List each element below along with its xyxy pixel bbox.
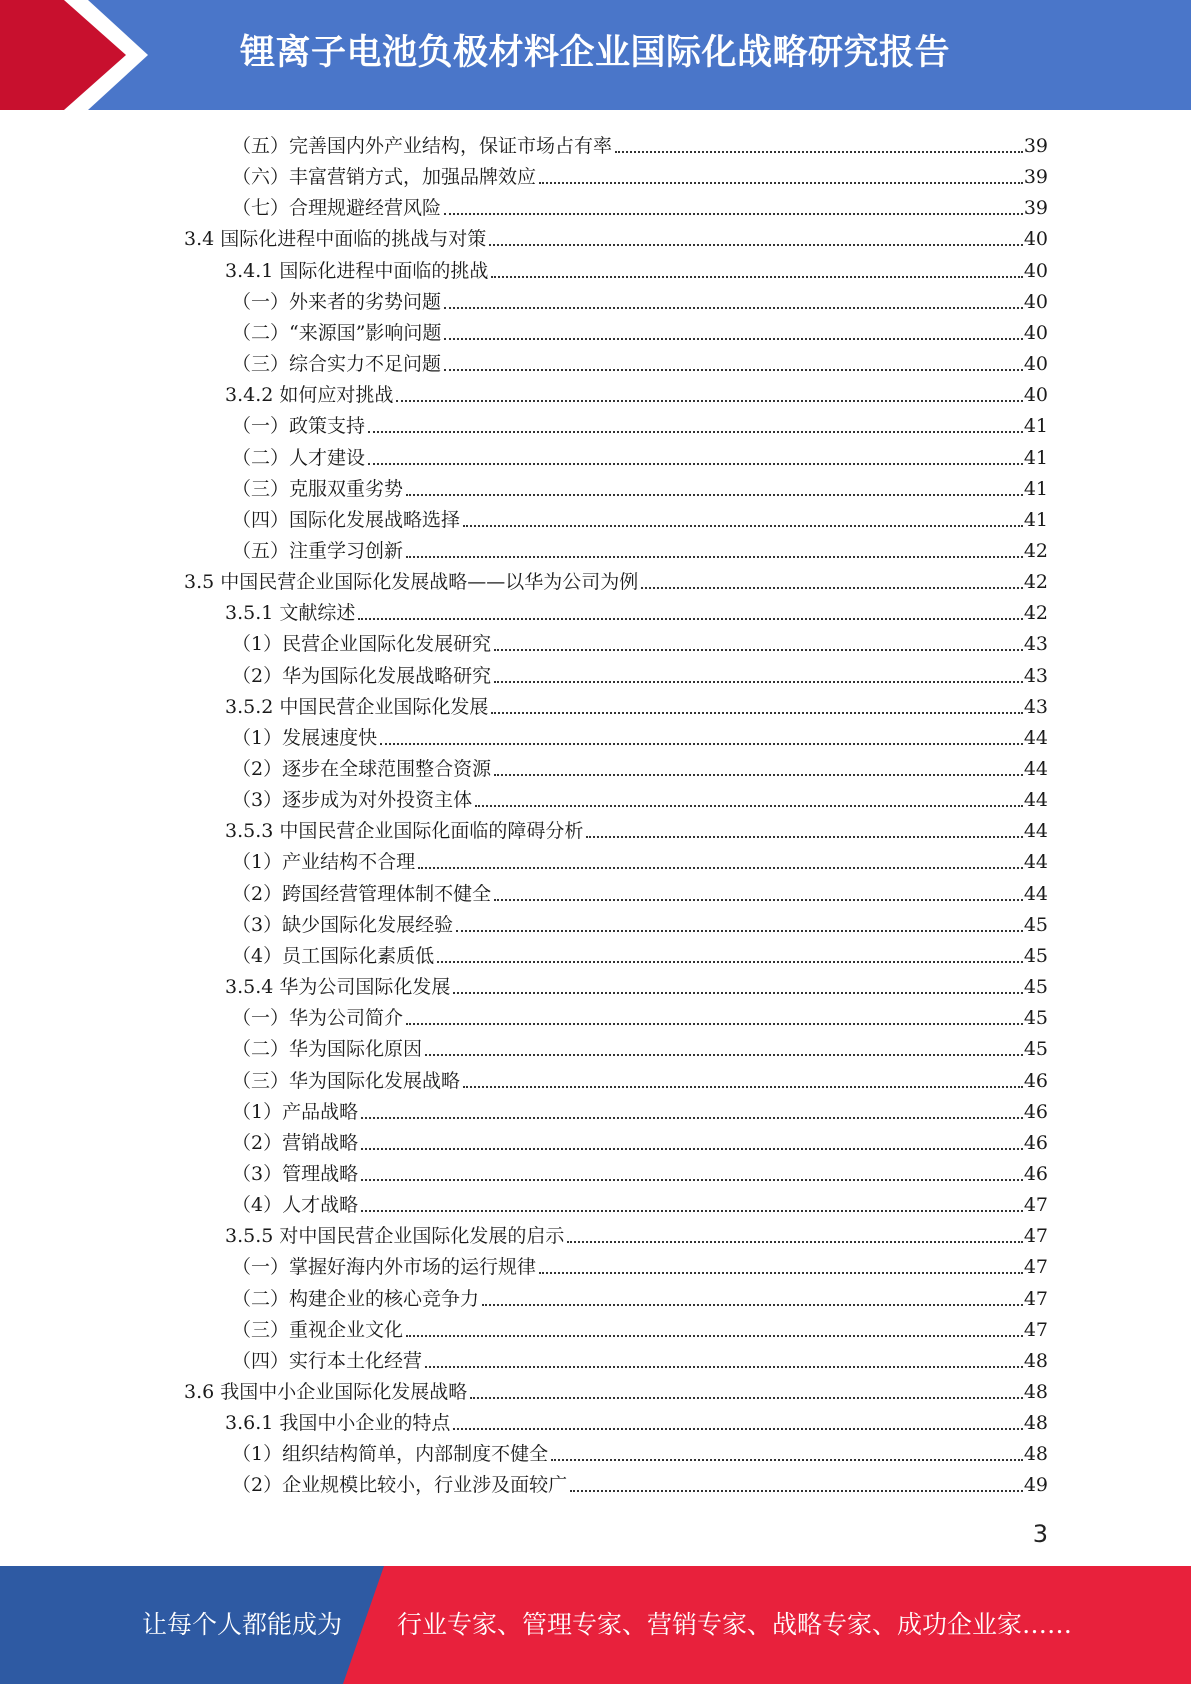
toc-leader-dots bbox=[361, 1179, 1023, 1181]
page-header bbox=[0, 0, 1191, 110]
toc-entry[interactable] bbox=[232, 532, 1048, 563]
toc-entry-page: 48 bbox=[1023, 1412, 1048, 1435]
toc-leader-dots bbox=[425, 1366, 1023, 1368]
footer-slogan-left: 让每个人都能成为 bbox=[142, 1610, 343, 1639]
toc-entry-page: 47 bbox=[1023, 1318, 1048, 1341]
toc-leader-dots bbox=[406, 1023, 1023, 1025]
toc-entry-title: （1）民营企业国际化发展研究 bbox=[232, 633, 492, 656]
toc-entry-page: 44 bbox=[1023, 851, 1048, 874]
toc-entry-title: （2）华为国际化发展战略研究 bbox=[232, 664, 492, 687]
toc-entry-title: 3.5.2 中国民营企业国际化发展 bbox=[225, 695, 489, 718]
toc-entry-page: 43 bbox=[1023, 633, 1048, 656]
toc-entry-title: 3.6 我国中小企业国际化发展战略 bbox=[184, 1381, 468, 1403]
toc-entry[interactable] bbox=[225, 688, 1048, 719]
toc-entry-page: 41 bbox=[1023, 446, 1048, 469]
toc-entry[interactable] bbox=[225, 252, 1048, 283]
toc-entry[interactable] bbox=[232, 1311, 1048, 1342]
toc-entry-title: （一）政策支持 bbox=[232, 415, 366, 438]
toc-entry[interactable] bbox=[232, 1124, 1048, 1155]
toc-entry[interactable] bbox=[232, 625, 1048, 656]
toc-entry[interactable] bbox=[232, 1342, 1048, 1373]
toc-entry[interactable] bbox=[232, 750, 1048, 781]
toc-leader-dots bbox=[489, 244, 1023, 246]
toc-leader-dots bbox=[425, 1054, 1023, 1056]
page-number: 3 bbox=[1032, 1520, 1048, 1548]
toc-leader-dots bbox=[475, 805, 1023, 807]
toc-entry[interactable] bbox=[232, 906, 1048, 937]
toc-entry-page: 48 bbox=[1023, 1349, 1048, 1372]
toc-leader-dots bbox=[406, 556, 1023, 558]
toc-entry-page: 44 bbox=[1023, 789, 1048, 812]
toc-entry-title: （四）实行本土化经营 bbox=[232, 1349, 423, 1372]
toc-entry[interactable] bbox=[232, 1186, 1048, 1217]
toc-entry-page: 40 bbox=[1023, 321, 1048, 344]
toc-leader-dots bbox=[368, 463, 1023, 465]
toc-entry-title: （1）产品战略 bbox=[232, 1100, 359, 1123]
toc-entry-page: 46 bbox=[1023, 1069, 1048, 1092]
toc-entry-page: 39 bbox=[1023, 166, 1048, 189]
toc-entry-title: （4）员工国际化素质低 bbox=[232, 944, 435, 967]
toc-entry-title: （2）逐步在全球范围整合资源 bbox=[232, 758, 492, 780]
toc-entry[interactable] bbox=[232, 1155, 1048, 1186]
toc-entry-title: （一）华为公司简介 bbox=[232, 1007, 404, 1030]
toc-entry[interactable] bbox=[232, 189, 1048, 220]
toc-entry-title: （三）华为国际化发展战略 bbox=[232, 1069, 461, 1092]
toc-leader-dots bbox=[494, 681, 1023, 683]
toc-entry-title: 3.4.1 国际化进程中面临的挑战 bbox=[225, 259, 489, 282]
toc-entry-title: （六）丰富营销方式，加强品牌效应 bbox=[232, 166, 537, 189]
toc-leader-dots bbox=[463, 1086, 1023, 1088]
toc-leader-dots bbox=[361, 1117, 1023, 1119]
toc-entry[interactable] bbox=[232, 439, 1048, 470]
toc-entry[interactable] bbox=[232, 345, 1048, 376]
toc-entry-page: 46 bbox=[1023, 1131, 1048, 1154]
toc-leader-dots bbox=[444, 213, 1023, 215]
toc-entry-page: 44 bbox=[1023, 726, 1048, 749]
toc-entry-page: 39 bbox=[1023, 135, 1048, 157]
toc-leader-dots bbox=[615, 151, 1023, 153]
toc-leader-dots bbox=[444, 369, 1023, 371]
toc-leader-dots bbox=[456, 930, 1023, 932]
toc-entry-title: （3）管理战略 bbox=[232, 1162, 359, 1185]
toc-leader-dots bbox=[494, 649, 1023, 651]
toc-entry[interactable] bbox=[232, 283, 1048, 314]
toc-entry-title: （一）掌握好海内外市场的运行规律 bbox=[232, 1256, 537, 1279]
toc-leader-dots bbox=[444, 338, 1022, 340]
toc-leader-dots bbox=[463, 525, 1023, 527]
toc-entry-page: 40 bbox=[1023, 384, 1048, 407]
toc-entry-page: 45 bbox=[1023, 1038, 1048, 1061]
toc-entry-page: 44 bbox=[1023, 882, 1048, 905]
toc-entry-title: 3.5.4 华为公司国际化发展 bbox=[225, 976, 451, 999]
header-arrow-decoration bbox=[0, 0, 160, 110]
toc-entry-page: 41 bbox=[1023, 477, 1048, 500]
toc-leader-dots bbox=[437, 961, 1023, 963]
toc-entry-title: （1）产业结构不合理 bbox=[232, 851, 416, 874]
toc-entry-page: 42 bbox=[1023, 539, 1048, 562]
toc-entry-page: 43 bbox=[1023, 664, 1048, 687]
toc-leader-dots bbox=[453, 1428, 1022, 1430]
toc-entry-page: 47 bbox=[1023, 1287, 1048, 1310]
toc-leader-dots bbox=[551, 1459, 1023, 1461]
toc-leader-dots bbox=[361, 1148, 1023, 1150]
toc-entry[interactable] bbox=[232, 1093, 1048, 1124]
toc-entry-page: 41 bbox=[1023, 415, 1048, 438]
toc-entry-page: 45 bbox=[1023, 913, 1048, 936]
toc-leader-dots bbox=[380, 743, 1023, 745]
toc-entry[interactable] bbox=[225, 594, 1048, 625]
toc-entry[interactable] bbox=[232, 719, 1048, 750]
toc-entry-title: （五）完善国内外产业结构，保证市场占有率 bbox=[232, 135, 613, 157]
toc-entry-title: （二）人才建设 bbox=[232, 446, 366, 469]
toc-leader-dots bbox=[491, 712, 1022, 714]
toc-entry-page: 40 bbox=[1023, 259, 1048, 282]
toc-entry[interactable] bbox=[225, 968, 1048, 999]
footer-slogan-right: 行业专家、管理专家、营销专家、战略专家、成功企业家…… bbox=[397, 1610, 1073, 1639]
toc-leader-dots bbox=[567, 1241, 1022, 1243]
toc-entry-page: 40 bbox=[1023, 353, 1048, 376]
toc-entry-page: 42 bbox=[1023, 571, 1048, 594]
toc-entry[interactable] bbox=[225, 1217, 1048, 1248]
toc-entry[interactable] bbox=[232, 1248, 1048, 1279]
toc-entry-page: 45 bbox=[1023, 944, 1048, 967]
toc-leader-dots bbox=[494, 899, 1023, 901]
toc-entry[interactable] bbox=[225, 812, 1048, 843]
toc-entry-page: 45 bbox=[1023, 1007, 1048, 1030]
document-title: 锂离子电池负极材料企业国际化战略研究报告 bbox=[240, 33, 951, 73]
toc-leader-dots bbox=[361, 1210, 1023, 1212]
toc-entry-page: 48 bbox=[1023, 1381, 1048, 1403]
toc-leader-dots bbox=[406, 1335, 1023, 1337]
toc-entry-title: （2）营销战略 bbox=[232, 1131, 359, 1154]
toc-entry-title: （3）逐步成为对外投资主体 bbox=[232, 789, 473, 812]
toc-entry-page: 46 bbox=[1023, 1100, 1048, 1123]
toc-leader-dots bbox=[406, 494, 1023, 496]
toc-entry[interactable] bbox=[232, 1030, 1048, 1061]
toc-leader-dots bbox=[570, 1490, 1023, 1492]
toc-entry-title: （二）华为国际化原因 bbox=[232, 1038, 423, 1061]
toc-entry-page: 44 bbox=[1023, 758, 1048, 780]
toc-entry-page: 43 bbox=[1023, 695, 1048, 718]
toc-entry[interactable] bbox=[232, 407, 1048, 438]
toc-leader-dots bbox=[586, 836, 1022, 838]
toc-entry[interactable] bbox=[232, 1466, 1048, 1497]
toc-entry-page: 48 bbox=[1023, 1443, 1048, 1466]
toc-leader-dots bbox=[539, 1272, 1023, 1274]
toc-leader-dots bbox=[358, 618, 1022, 620]
toc-leader-dots bbox=[539, 182, 1023, 184]
toc-leader-dots bbox=[453, 992, 1022, 994]
toc-entry-page: 46 bbox=[1023, 1162, 1048, 1185]
toc-entry[interactable] bbox=[232, 937, 1048, 968]
toc-entry[interactable] bbox=[225, 1404, 1048, 1435]
toc-entry-title: 3.4.2 如何应对挑战 bbox=[225, 384, 394, 407]
toc-entry-title: 3.5 中国民营企业国际化发展战略——以华为公司为例 bbox=[184, 571, 639, 594]
toc-entry-page: 49 bbox=[1023, 1474, 1048, 1497]
toc-entry[interactable] bbox=[232, 1435, 1048, 1466]
toc-leader-dots bbox=[418, 867, 1023, 869]
toc-entry-title: （三）克服双重劣势 bbox=[232, 477, 404, 500]
toc-entry-title: （1）发展速度快 bbox=[232, 726, 378, 749]
toc-entry-title: （1）组织结构简单，内部制度不健全 bbox=[232, 1443, 549, 1466]
toc-entry[interactable] bbox=[225, 376, 1048, 407]
toc-entry-title: （二）“来源国”影响问题 bbox=[232, 321, 442, 344]
toc-entry-title: （3）缺少国际化发展经验 bbox=[232, 913, 454, 936]
toc-entry-title: （三）重视企业文化 bbox=[232, 1318, 404, 1341]
toc-entry-title: （七）合理规避经营风险 bbox=[232, 197, 442, 220]
toc-entry-page: 42 bbox=[1023, 602, 1048, 625]
toc-entry[interactable] bbox=[232, 781, 1048, 812]
toc-entry-page: 45 bbox=[1023, 976, 1048, 999]
toc-entry[interactable] bbox=[232, 158, 1048, 189]
toc-entry[interactable] bbox=[232, 657, 1048, 688]
toc-entry[interactable] bbox=[232, 843, 1048, 874]
toc-entry[interactable] bbox=[232, 314, 1048, 345]
toc-entry[interactable] bbox=[232, 127, 1048, 158]
toc-entry-title: （四）国际化发展战略选择 bbox=[232, 508, 461, 531]
page-footer bbox=[0, 1566, 1191, 1684]
toc-entry-title: 3.5.3 中国民营企业国际化面临的障碍分析 bbox=[225, 820, 584, 843]
toc-leader-dots bbox=[444, 307, 1023, 309]
toc-leader-dots bbox=[396, 400, 1022, 402]
toc-entry[interactable] bbox=[232, 470, 1048, 501]
toc-entry-title: （2）跨国经营管理体制不健全 bbox=[232, 882, 492, 905]
toc-leader-dots bbox=[494, 774, 1023, 776]
toc-entry-page: 40 bbox=[1023, 290, 1048, 313]
toc-entry[interactable] bbox=[232, 999, 1048, 1030]
toc-entry-page: 44 bbox=[1023, 820, 1048, 843]
toc-entry-title: （2）企业规模比较小，行业涉及面较广 bbox=[232, 1474, 568, 1497]
toc-entry-page: 47 bbox=[1023, 1194, 1048, 1217]
toc-entry[interactable] bbox=[232, 501, 1048, 532]
toc-entry-page: 47 bbox=[1023, 1225, 1048, 1248]
toc-entry-title: （二）构建企业的核心竞争力 bbox=[232, 1287, 480, 1310]
toc-entry[interactable] bbox=[232, 1062, 1048, 1093]
toc-entry[interactable] bbox=[232, 1280, 1048, 1311]
toc-leader-dots bbox=[368, 431, 1023, 433]
toc-entry-page: 39 bbox=[1023, 197, 1048, 220]
toc-entry[interactable] bbox=[184, 563, 1048, 594]
toc-leader-dots bbox=[470, 1397, 1023, 1399]
toc-entry[interactable] bbox=[184, 1373, 1048, 1404]
toc-entry-title: （一）外来者的劣势问题 bbox=[232, 290, 442, 313]
toc-entry-title: （五）注重学习创新 bbox=[232, 539, 404, 562]
toc-leader-dots bbox=[482, 1304, 1023, 1306]
toc-entry-page: 41 bbox=[1023, 508, 1048, 531]
toc-entry[interactable] bbox=[184, 220, 1048, 251]
toc-leader-dots bbox=[641, 587, 1023, 589]
toc-entry[interactable] bbox=[232, 875, 1048, 906]
toc-entry-title: 3.5.1 文献综述 bbox=[225, 602, 356, 625]
toc-leader-dots bbox=[491, 276, 1022, 278]
toc-entry-page: 47 bbox=[1023, 1256, 1048, 1279]
toc-entry-title: （三）综合实力不足问题 bbox=[232, 353, 442, 376]
toc-entry-title: 3.6.1 我国中小企业的特点 bbox=[225, 1412, 451, 1435]
toc-entry-page: 40 bbox=[1023, 228, 1048, 251]
toc-entry-title: 3.4 国际化进程中面临的挑战与对策 bbox=[184, 228, 487, 251]
toc-entry-title: （4）人才战略 bbox=[232, 1194, 359, 1217]
toc-entry-title: 3.5.5 对中国民营企业国际化发展的启示 bbox=[225, 1225, 565, 1248]
